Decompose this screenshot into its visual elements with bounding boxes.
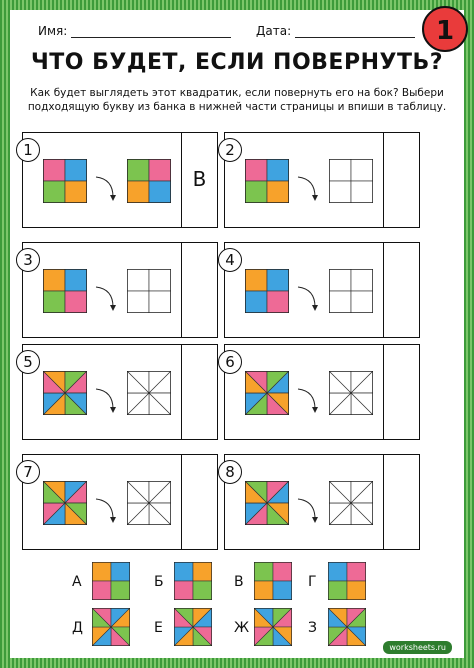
rotated-tile <box>127 269 171 313</box>
problem-number: 7 <box>16 460 40 484</box>
tile-quadrant <box>245 159 267 181</box>
name-blank[interactable] <box>71 25 231 38</box>
tile-quadrant <box>254 581 273 600</box>
rotate-arrow-icon <box>93 495 119 525</box>
tile-quadrant <box>111 581 130 600</box>
date-label: Дата: <box>256 24 292 38</box>
problem-cell-4 <box>224 242 420 338</box>
problem-number: 1 <box>16 138 40 162</box>
tile-quadrant <box>347 562 366 581</box>
problem-cell-7 <box>22 454 218 550</box>
bank-letter: Е <box>154 620 163 636</box>
rotate-arrow-icon <box>93 173 119 203</box>
tile-quadrant <box>65 269 87 291</box>
source-tile <box>43 269 87 313</box>
page-number-badge: 1 <box>422 6 468 52</box>
tile-quadrant <box>43 269 65 291</box>
answer-box[interactable] <box>383 345 419 439</box>
date-field <box>256 24 415 38</box>
tile-quadrant <box>43 181 65 203</box>
problem-number: 5 <box>16 350 40 374</box>
source-tile <box>43 159 87 203</box>
answer-box[interactable]: В <box>181 133 217 227</box>
rotated-tile <box>127 159 171 203</box>
instructions: Как будет выглядеть этот квадратик, если повернуть его на бок? Выбери подходящую букву из банка в нижней части страницы и впиши в таблицу. <box>27 87 447 113</box>
bank-tile <box>328 562 366 600</box>
tile-quadrant <box>92 562 111 581</box>
tile-quadrant <box>267 269 289 291</box>
answer-box[interactable] <box>181 243 217 337</box>
tile-quadrant <box>351 291 373 313</box>
problem-cell-6 <box>224 344 420 440</box>
tile-quadrant <box>43 291 65 313</box>
tile-quadrant <box>245 291 267 313</box>
name-field <box>38 24 231 38</box>
problem-cell-1 <box>22 132 218 228</box>
answer-box[interactable] <box>181 455 217 549</box>
tile-quadrant <box>111 562 130 581</box>
bank-tile <box>92 562 130 600</box>
problem-number: 8 <box>218 460 242 484</box>
problem-number: 6 <box>218 350 242 374</box>
tile-quadrant <box>254 562 273 581</box>
problem-cell-8 <box>224 454 420 550</box>
bank-letter: Б <box>154 574 164 590</box>
problem-cell-2 <box>224 132 420 228</box>
tile-quadrant <box>149 291 171 313</box>
tile-quadrant <box>329 159 351 181</box>
rotate-arrow-icon <box>295 385 321 415</box>
rotated-tile <box>127 481 171 525</box>
tile-quadrant <box>329 291 351 313</box>
tile-quadrant <box>347 581 366 600</box>
tile-quadrant <box>65 181 87 203</box>
problem-number: 2 <box>218 138 242 162</box>
source-tile <box>245 481 289 525</box>
date-blank[interactable] <box>295 25 415 38</box>
tile-quadrant <box>328 581 347 600</box>
tile-quadrant <box>245 269 267 291</box>
source-tile <box>245 159 289 203</box>
rotate-arrow-icon <box>93 283 119 313</box>
rotate-arrow-icon <box>295 173 321 203</box>
worksheet-page <box>10 10 464 658</box>
answer-box[interactable] <box>383 455 419 549</box>
source-tile <box>43 481 87 525</box>
answer-box[interactable] <box>181 345 217 439</box>
tile-quadrant <box>273 562 292 581</box>
source-tile <box>245 269 289 313</box>
problem-cell-5 <box>22 344 218 440</box>
answer-box[interactable] <box>383 133 419 227</box>
site-watermark: worksheets.ru <box>383 641 452 654</box>
rotate-arrow-icon <box>295 283 321 313</box>
tile-quadrant <box>245 181 267 203</box>
problem-cell-3 <box>22 242 218 338</box>
problem-number: 4 <box>218 248 242 272</box>
tile-quadrant <box>149 181 171 203</box>
tile-quadrant <box>149 159 171 181</box>
tile-quadrant <box>174 562 193 581</box>
tile-quadrant <box>65 159 87 181</box>
tile-quadrant <box>329 181 351 203</box>
tile-quadrant <box>267 291 289 313</box>
bank-letter: Г <box>308 574 317 590</box>
bank-tile <box>92 608 130 646</box>
rotated-tile <box>329 159 373 203</box>
tile-quadrant <box>174 581 193 600</box>
tile-quadrant <box>193 581 212 600</box>
rotated-tile <box>329 269 373 313</box>
bank-tile <box>254 562 292 600</box>
name-label: Имя: <box>38 24 68 38</box>
bank-letter: Ж <box>234 620 250 636</box>
bank-tile <box>174 608 212 646</box>
rotated-tile <box>329 481 373 525</box>
tile-quadrant <box>351 181 373 203</box>
page-title: ЧТО БУДЕТ, ЕСЛИ ПОВЕРНУТЬ? <box>31 50 443 75</box>
tile-quadrant <box>127 269 149 291</box>
tile-quadrant <box>127 291 149 313</box>
rotate-arrow-icon <box>93 385 119 415</box>
tile-quadrant <box>127 159 149 181</box>
tile-quadrant <box>351 269 373 291</box>
tile-quadrant <box>193 562 212 581</box>
bank-tile <box>174 562 212 600</box>
rotated-tile <box>329 371 373 415</box>
rotated-tile <box>127 371 171 415</box>
bank-tile <box>328 608 366 646</box>
problem-number: 3 <box>16 248 40 272</box>
rotate-arrow-icon <box>295 495 321 525</box>
bank-letter: З <box>308 620 317 636</box>
source-tile <box>43 371 87 415</box>
tile-quadrant <box>273 581 292 600</box>
answer-box[interactable] <box>383 243 419 337</box>
tile-quadrant <box>328 562 347 581</box>
bank-letter: Д <box>72 620 83 636</box>
bank-letter: В <box>234 574 244 590</box>
tile-quadrant <box>267 159 289 181</box>
tile-quadrant <box>127 181 149 203</box>
tile-quadrant <box>92 581 111 600</box>
tile-quadrant <box>351 159 373 181</box>
bank-letter: А <box>72 574 82 590</box>
source-tile <box>245 371 289 415</box>
tile-quadrant <box>329 269 351 291</box>
bank-tile <box>254 608 292 646</box>
tile-quadrant <box>149 269 171 291</box>
tile-quadrant <box>43 159 65 181</box>
tile-quadrant <box>267 181 289 203</box>
tile-quadrant <box>65 291 87 313</box>
